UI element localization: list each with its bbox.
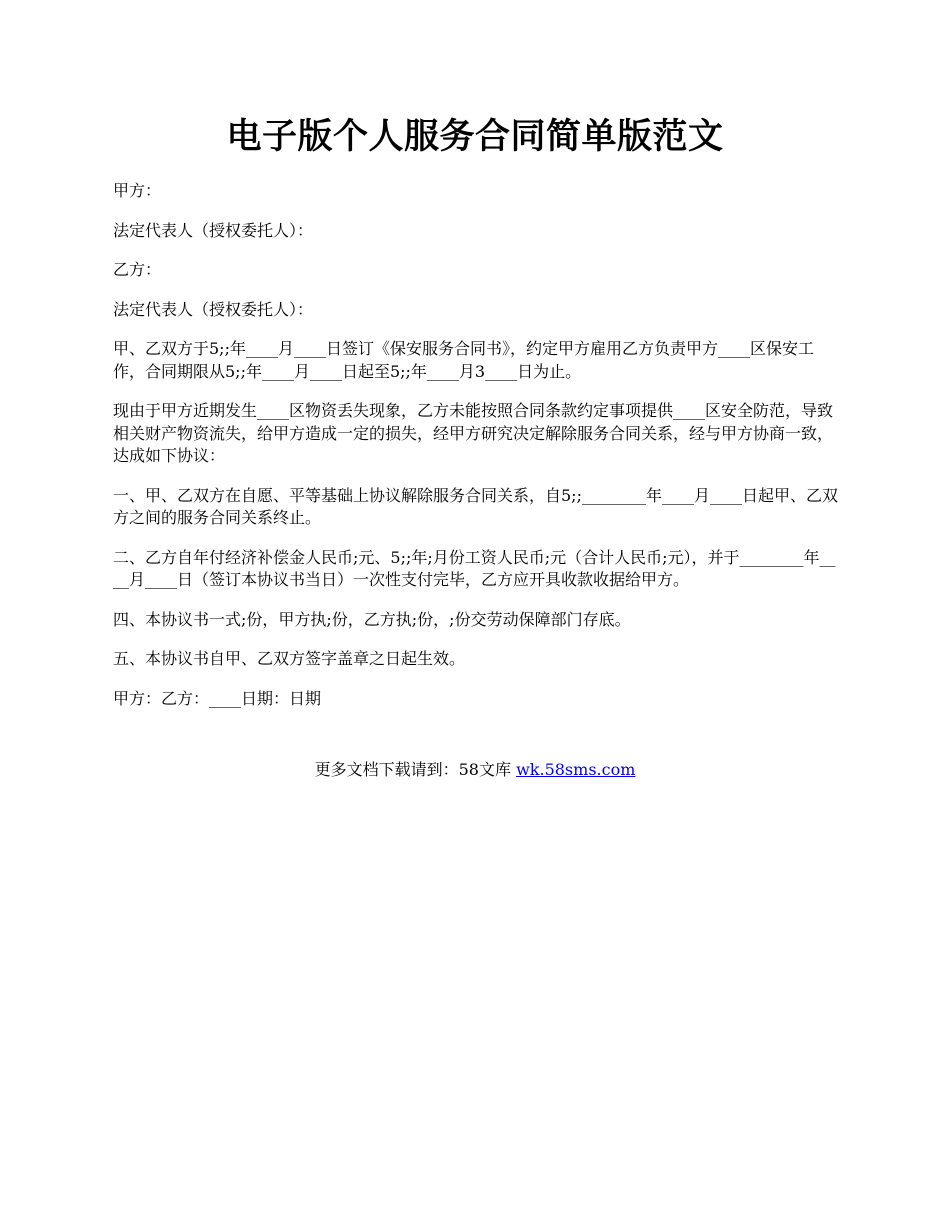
- clause-four: 四、本协议书一式;份，甲方执;份，乙方执;份，;份交劳动保障部门存底。: [113, 609, 631, 629]
- document-body: [113, 180, 839, 727]
- document-title: 电子版个人服务合同简单版范文: [226, 116, 724, 157]
- clause-five: 五、本协议书自甲、乙双方签字盖章之日起生效。: [113, 649, 466, 668]
- party-b-label: 乙方：: [113, 260, 162, 279]
- download-footer: [0, 759, 950, 781]
- termination-reason-paragraph: 现由于甲方近期发生____区物资丢失现象，乙方未能按照合同条款约定事项提供____区安全防范，导致相关财产物资流失，给甲方造成一定的损失，经甲方研究决定解除服务合同关系，经与甲方协商一致，达成如下协议：: [113, 401, 834, 465]
- party-b-representative: 法定代表人（授权委托人）：: [113, 299, 314, 319]
- footer-text: 更多文档下载请到：58文库: [314, 760, 511, 779]
- party-a-representative: 法定代表人（授权委托人）：: [113, 220, 314, 240]
- contract-background-paragraph: 甲、乙双方于5;;年____月____日签订《保安服务合同书》，约定甲方雇用乙方负责甲方____区保安工作，合同期限从5;;年____月____日起至5;;年____月3____日为止。: [113, 339, 814, 381]
- signature-line: 甲方：乙方：____日期：日期: [113, 688, 322, 708]
- footer-link[interactable]: wk.58sms.com: [516, 760, 636, 779]
- clause-two: 二、乙方自年付经济补偿金人民币;元、5;;年;月份工资人民币;元（合计人民币;元），并于________年____月____日（签订本协议书当日）一次性支付完毕，乙方应开具收款收据给甲方。: [113, 547, 836, 589]
- party-a-label: 甲方：: [113, 181, 162, 200]
- clause-one: 一、甲、乙双方在自愿、平等基础上协议解除服务合同关系，自5;;________年____月____日起甲、乙双方之间的服务合同关系终止。: [113, 485, 838, 527]
